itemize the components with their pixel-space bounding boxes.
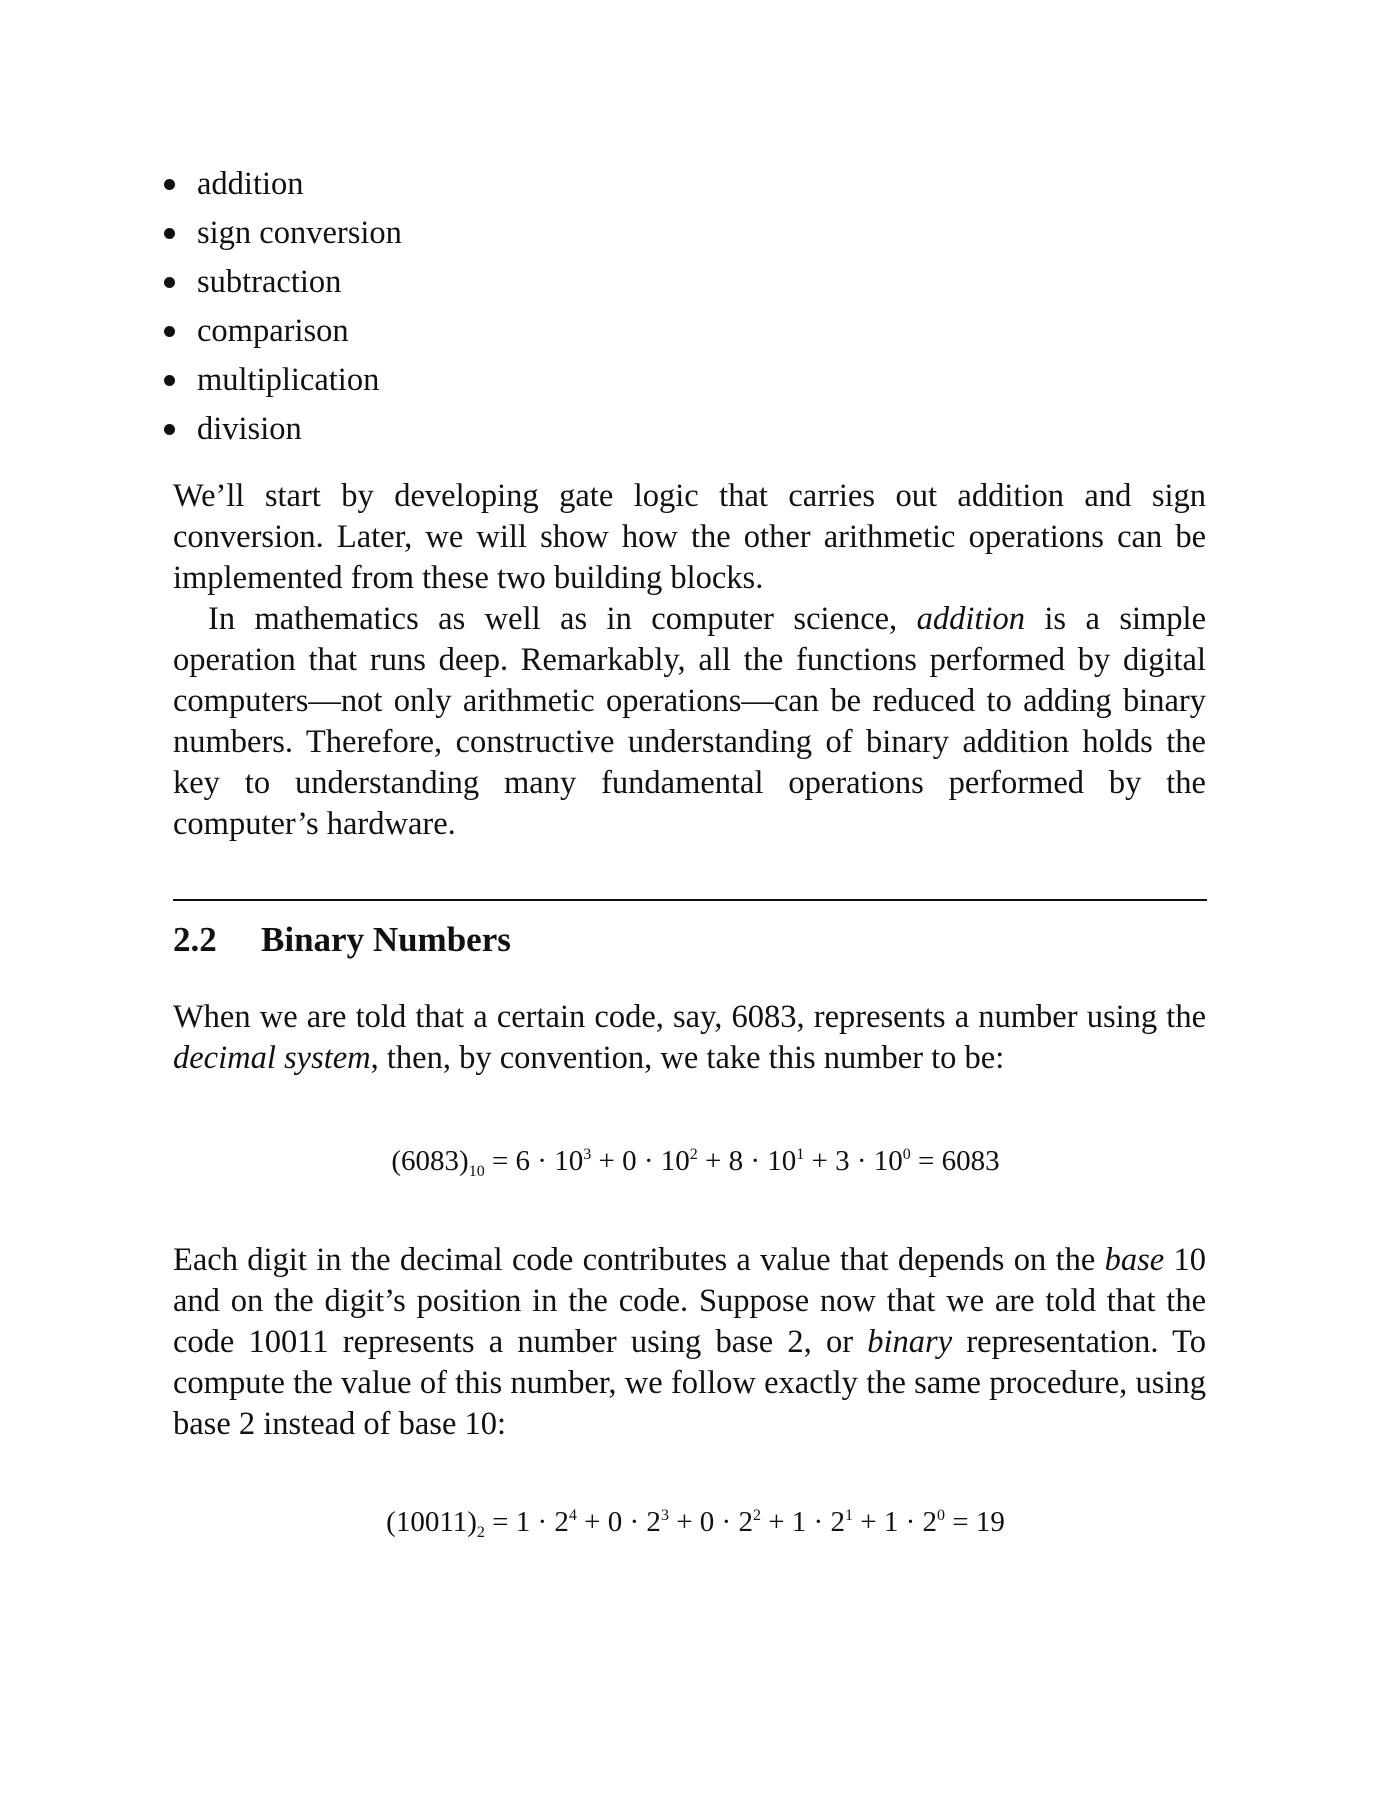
text: Each digit in the decimal code contributes a value that depends on the — [173, 1242, 1105, 1278]
eq-exp: 2 — [689, 1146, 698, 1163]
eq-term: + 8 · 10 — [697, 1145, 797, 1177]
eq-result: = 6083 — [910, 1145, 1000, 1177]
eq-term: + 3 · 10 — [804, 1145, 903, 1177]
bullet-icon — [164, 179, 175, 190]
eq-exp: 1 — [796, 1146, 805, 1163]
paragraph-gate-logic: We’ll start by developing gate logic that carries out addition and sign conversion. Later, we will show how the other arithmetic operations can be implemented from these two building blocks. — [173, 478, 1206, 596]
text: In mathematics as well as in computer science, — [208, 601, 917, 637]
list-item — [160, 209, 402, 258]
equation-decimal — [0, 1145, 1391, 1181]
eq-exp: 3 — [583, 1146, 592, 1163]
emphasis: addition — [916, 601, 1025, 637]
bullet-icon — [164, 375, 175, 386]
paragraph-addition — [173, 599, 1206, 845]
eq-exp: 2 — [752, 1507, 761, 1524]
text: 10 and on the digit’s position in the code. Suppose now that we are told that the code 10011 represents a number using base 2, or — [173, 1242, 1207, 1360]
emphasis: binary — [867, 1324, 953, 1360]
eq-term: + 0 · 2 — [576, 1506, 661, 1538]
eq-exp: 1 — [844, 1507, 853, 1524]
text: , then, by convention, we take this number to be: — [370, 1040, 1005, 1076]
eq-base: 2 — [476, 1524, 485, 1541]
eq-result: = 19 — [944, 1506, 1005, 1538]
eq-base: 10 — [468, 1163, 485, 1180]
eq-term: + 1 · 2 — [760, 1506, 845, 1538]
paragraph-binary — [173, 1240, 1206, 1445]
equation-binary — [0, 1506, 1391, 1542]
eq-lhs: (10011) — [386, 1506, 477, 1538]
list-item-text: multiplication — [197, 362, 380, 398]
eq-term: + 0 · 2 — [668, 1506, 753, 1538]
eq-exp: 3 — [660, 1507, 669, 1524]
list-item-text: division — [197, 411, 302, 447]
eq-exp: 0 — [936, 1507, 945, 1524]
bullet-icon — [164, 228, 175, 239]
eq-term: = 1 · 2 — [484, 1506, 569, 1538]
list-item-text: subtraction — [197, 264, 342, 300]
bullet-icon — [164, 277, 175, 288]
intro-text — [173, 476, 1206, 845]
paragraph-decimal — [173, 997, 1206, 1079]
list-item — [160, 307, 402, 356]
eq-exp: 0 — [902, 1146, 911, 1163]
text: is a simple operation that runs deep. Remarkably, all the functions performed by digital computers—not only arithmetic operations—can be reduced to adding binary numbers. Therefore, constructive understanding of binary addition holds the key to understanding many fundamental operations performed by the computer’s hardware. — [173, 601, 1206, 842]
list-item-text: comparison — [197, 313, 349, 349]
eq-term: + 1 · 2 — [852, 1506, 937, 1538]
eq-term: = 6 · 10 — [484, 1145, 584, 1177]
bullet-icon — [164, 326, 175, 337]
section-title: Binary Numbers — [261, 920, 511, 959]
list-item — [160, 405, 402, 454]
eq-exp: 4 — [568, 1507, 577, 1524]
section-number: 2.2 — [173, 920, 217, 959]
eq-term: + 0 · 10 — [591, 1145, 690, 1177]
list-item — [160, 160, 402, 209]
list-item — [160, 258, 402, 307]
list-item — [160, 356, 402, 405]
eq-lhs: (6083) — [391, 1145, 469, 1177]
emphasis: base — [1104, 1242, 1165, 1278]
text: When we are told that a certain code, say, 6083, represents a number using the — [173, 999, 1206, 1035]
operations-list — [160, 160, 402, 454]
section-heading — [173, 920, 511, 960]
text: representation. To compute the value of this number, we follow exactly the same procedure, using base 2 instead of base 10: — [173, 1324, 1206, 1442]
bullet-icon — [164, 424, 175, 435]
list-item-text: addition — [197, 166, 304, 202]
emphasis: decimal system — [173, 1040, 371, 1076]
list-item-text: sign conversion — [197, 215, 402, 251]
section-divider — [173, 899, 1207, 901]
